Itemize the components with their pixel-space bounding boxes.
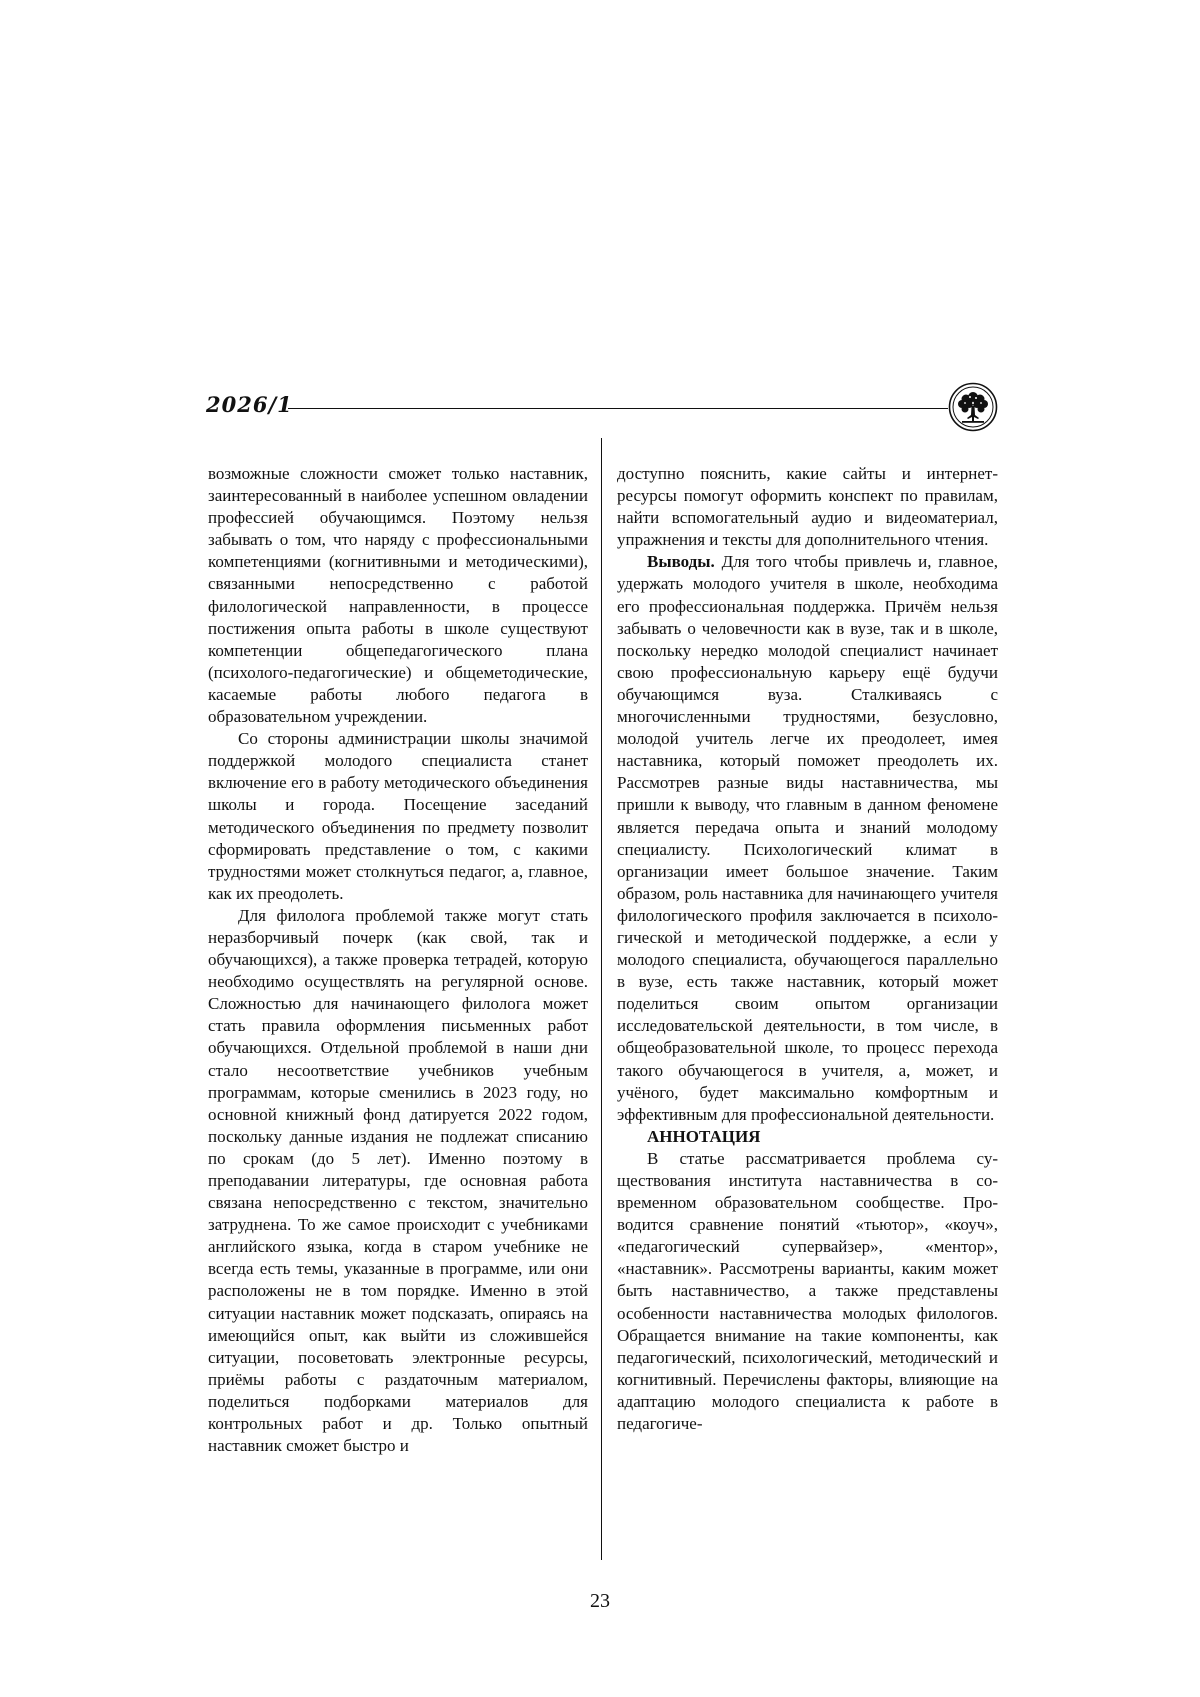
left-column [208, 463, 588, 1457]
conclusions-paragraph [617, 551, 998, 1125]
column-divider [601, 438, 602, 1560]
paragraph: возможные сложности сможет только наставник, заинтересованный в наиболее успешном овладении профессией обучающимся. Поэтому нельзя забывать о том, что наряду с профессиональными компетенциями (когнитивными и методическими), связанными непосредственно с работой филологической направленности, в процессе постижения опыта работы в школе существуют компетенции общепедагогического плана (психолого-педагогические) и общеметодические, касаемые работы любого педагога в образовательном учреждении. [208, 464, 588, 727]
conclusions-heading: Выводы. [647, 552, 715, 572]
page-number: 23 [590, 1590, 610, 1612]
annotation-heading: АННОТАЦИЯ [647, 1126, 761, 1146]
header-rule [288, 408, 948, 409]
conclusions-text: Для того чтобы привлечь и, главное, удержать молодого учителя в школе, необходима его профессиональная поддержка. Причём нельзя забывать о человечности как в вузе, так и в школе, поскольку нередко молодой специалист начинает свою профессиональную карьеру ещё будучи обучающимся вуза. Сталкиваясь с многочисленными трудностями, безусловно, молодой учитель легче их преодолеет, имея наставника, который поможет преодолеть их. Рассмотрев разные виды наставничества, мы пришли к выводу, что главным в данном феномене является передача опыта и знаний молодому специалисту. Психологический климат в организации имеет большое значение. Таким образом, роль наставника для начинающего учителя филологического профиля заключается в психологической и методической поддержке, а если у молодого специалиста, обучающегося параллельно в вузе, есть также наставник, который может поделиться своим опытом организации исследовательской деятельности, в том числе, в общеобразовательной школе, то процесс перехода такого обучающегося в учителя, а, может, и учёного, будет максимально комфортным и эффективным для профессиональной деятельности. [617, 552, 998, 1124]
paragraph: доступно пояснить, какие сайты и интернет-ресурсы помогут оформить конспект по правилам, найти вспомогательный аудио и видеоматериал, упражнения и тексты для дополнительного чтения. [617, 464, 998, 550]
paragraph: Для филолога проблемой также могут стать неразборчивый почерк (как свой, так и обучающихся), а также проверка тетрадей, которую необходимо осуществлять на регулярной основе. Сложностью для начинающего филолога может стать правила оформления письменных работ обучающихся. Отдельной проблемой в наши дни стало несоответствие учебников учебным программам, которые сменились в 2023 году, но основной книжный фонд датируется 2022 годом, поскольку данные издания не подлежат списанию по срокам (до 5 лет). Именно поэтому в преподавании литературы, где основная работа связана непосредственно с текстом, значительно затруднена. То же самое происходит с учебниками английского языка, когда в старом учебнике не всегда есть темы, указанные в программе, или они расположены не в том порядке. Именно в этой ситуации наставник может подсказать, опираясь на имеющийся опыт, как выйти из сложившейся ситуации, посоветовать электронные ресурсы, приёмы работы с раздаточным материалом, поделиться подборками материалов для контрольных работ и др. Только опытный наставник сможет быстро и [208, 905, 588, 1456]
right-column [617, 463, 998, 1435]
tree-emblem-icon [948, 382, 998, 432]
running-header [206, 382, 1006, 432]
paragraph: Со стороны администрации школы значимой поддержкой молодого специалиста станет включение его в работу методического объединения школы и города. Посещение заседаний методического объединения по предмету позволит сформировать представление о том, с какими трудностями может столкнуться педагог, а, главное, как их преодолеть. [208, 729, 588, 903]
issue-number: 2026/1 [206, 392, 293, 417]
annotation-text: В статье рассматривается проблема существования института наставничества в современном образовательном сообществе. Проводится сравнение понятий «тьютор», «коуч», «педагогический супервайзер», «ментор», «наставник». Рассмотрены варианты, каким может быть наставничество, а также представлены особенности наставничества молодых филологов. Обращается внимание на такие компоненты, как педагогический, психологический, методический и когнитивный. Перечислены факторы, влияющие на адаптацию молодого специалиста к работе в педагогиче- [617, 1148, 998, 1434]
